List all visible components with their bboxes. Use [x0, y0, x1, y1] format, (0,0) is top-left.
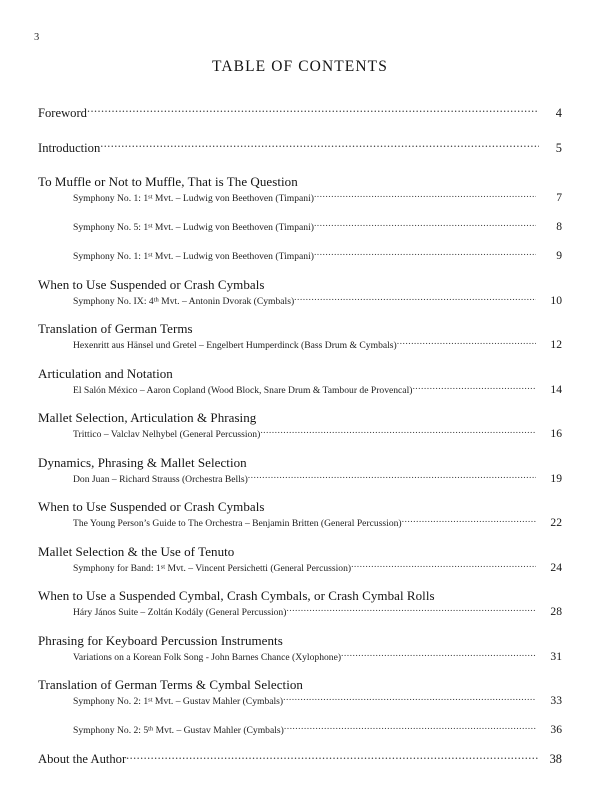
- toc-group-when-to-use-suspended-or-crash-cymbals-2: [38, 499, 562, 529]
- toc-group-heading[interactable]: Dynamics, Phrasing & Mallet Selection: [38, 454, 247, 470]
- leader-dots: [314, 250, 536, 260]
- toc-subentry-title: Symphony No. 5: 1st Mvt. – Ludwig von Beethoven (Timpani): [73, 222, 314, 234]
- toc-entry-foreword[interactable]: [38, 104, 562, 121]
- ordinal-suffix: st: [148, 222, 153, 230]
- leader-dots: [314, 221, 536, 231]
- toc-group-translation-of-german-terms: [38, 321, 562, 351]
- toc-subentry-title: Symphony No. 1: 1st Mvt. – Ludwig von Beethoven (Timpani): [73, 251, 314, 263]
- toc-group-heading[interactable]: Articulation and Notation: [38, 365, 173, 381]
- toc-entry-title: Foreword: [38, 105, 87, 120]
- toc-subentry[interactable]: [73, 561, 562, 574]
- toc-group-heading[interactable]: Mallet Selection, Articulation & Phrasing: [38, 410, 257, 426]
- toc-subentry[interactable]: [73, 383, 562, 396]
- toc-group-when-to-use-suspended-cymbal-crash-cymbals-rolls: [38, 588, 562, 618]
- toc-subentry[interactable]: [73, 472, 562, 485]
- toc-subentry-page-number: 19: [550, 471, 562, 485]
- toc-subentry[interactable]: [73, 723, 562, 736]
- toc-subentry[interactable]: [73, 694, 562, 707]
- toc-group-phrasing-for-keyboard-percussion-instruments: [38, 633, 562, 663]
- table-of-contents-list: [38, 104, 562, 786]
- toc-subentry-page-number: 8: [556, 220, 562, 234]
- toc-subentry-page-number: 9: [556, 249, 562, 263]
- toc-subentry-title: Symphony for Band: 1st Mvt. – Vincent Persichetti (General Percussion): [73, 562, 352, 574]
- toc-subentry-title: Symphony No. 2: 5th Mvt. – Gustav Mahler (Cymbals): [73, 725, 284, 737]
- toc-group-mallet-selection-articulation-phrasing: [38, 410, 562, 440]
- toc-group-to-muffle-or-not-to-muffle: [38, 174, 562, 262]
- toc-subentry[interactable]: [73, 220, 562, 233]
- toc-subentry[interactable]: [73, 516, 562, 529]
- leader-dots: [248, 472, 536, 482]
- toc-group-heading[interactable]: Phrasing for Keyboard Percussion Instruments: [38, 632, 283, 648]
- roman-numeral: IX: [133, 295, 144, 307]
- page-folio-number: 3: [34, 32, 40, 43]
- leader-dots: [402, 517, 536, 527]
- leader-dots: [284, 724, 536, 734]
- ordinal-suffix: th: [153, 295, 159, 303]
- toc-subentry-page-number: 12: [550, 338, 562, 352]
- toc-subentry-title: Hexenritt aus Hänsel und Gretel – Engelbert Humperdinck (Bass Drum & Cymbals): [73, 340, 397, 352]
- leader-dots: [286, 606, 536, 616]
- toc-subentry[interactable]: [73, 650, 562, 663]
- toc-subentry-title: El Salón México – Aaron Copland (Wood Block, Snare Drum & Tambour de Provencal): [73, 384, 413, 396]
- ordinal-suffix: st: [160, 562, 166, 570]
- toc-group-when-to-use-suspended-or-crash-cymbals-1: [38, 277, 562, 307]
- leader-dots: [341, 650, 536, 660]
- leader-dots: [260, 428, 536, 438]
- toc-subentry-title: Trittico – Valclav Nelhybel (General Percussion): [73, 429, 261, 441]
- toc-subentry[interactable]: [73, 427, 562, 440]
- toc-entry-title: About the Author: [38, 752, 127, 767]
- toc-entry-page-number: 4: [555, 105, 562, 120]
- toc-subentry-title: The Young Person’s Guide to The Orchestra – Benjamin Britten (General Percussion): [73, 518, 402, 530]
- toc-subentry-page-number: 28: [550, 605, 562, 619]
- leader-dots: [87, 104, 539, 117]
- toc-subentry-title: Variations on a Korean Folk Song - John Barnes Chance (Xylophone): [73, 651, 342, 663]
- toc-entry-title: Introduction: [38, 140, 101, 155]
- toc-subentry-page-number: 31: [550, 649, 562, 663]
- toc-group-heading[interactable]: Translation of German Terms: [38, 321, 193, 337]
- ordinal-suffix: st: [148, 696, 153, 704]
- toc-group-heading[interactable]: When to Use Suspended or Crash Cymbals: [38, 276, 265, 292]
- toc-entry-page-number: 5: [555, 140, 562, 155]
- toc-group-articulation-and-notation: [38, 366, 562, 396]
- leader-dots: [314, 192, 536, 202]
- toc-subentry[interactable]: [73, 338, 562, 351]
- toc-subentry-page-number: 24: [550, 560, 562, 574]
- leader-dots: [351, 561, 536, 571]
- toc-entry-page-number: 38: [549, 752, 562, 767]
- toc-entry-introduction[interactable]: [38, 139, 562, 156]
- page-title: TABLE OF CONTENTS: [212, 58, 388, 75]
- ordinal-suffix: st: [148, 193, 153, 201]
- ordinal-suffix: th: [148, 725, 154, 733]
- toc-subentry-title: Háry János Suite – Zoltán Kodály (General Percussion): [73, 607, 287, 619]
- toc-subentry-page-number: 22: [550, 516, 562, 530]
- toc-subentry[interactable]: [73, 605, 562, 618]
- toc-group-heading[interactable]: When to Use a Suspended Cymbal, Crash Cymbals, or Crash Cymbal Rolls: [38, 588, 435, 604]
- toc-subentry[interactable]: [73, 191, 562, 204]
- leader-dots: [100, 139, 539, 152]
- toc-subentry-title: Symphony No. IX: 4th Mvt. – Antonin Dvorak (Cymbals): [73, 295, 295, 307]
- toc-group-heading[interactable]: Translation of German Terms & Cymbal Selection: [38, 677, 303, 693]
- toc-subentry-page-number: 7: [556, 191, 562, 205]
- leader-dots: [397, 339, 536, 349]
- toc-subentry-title: Symphony No. 1: 1st Mvt. – Ludwig von Beethoven (Timpani): [73, 193, 314, 205]
- toc-subentry-title: Don Juan – Richard Strauss (Orchestra Bells): [73, 473, 248, 485]
- toc-subentry-page-number: 10: [550, 293, 562, 307]
- toc-group-heading[interactable]: When to Use Suspended or Crash Cymbals: [38, 499, 265, 515]
- toc-subentry-page-number: 33: [550, 694, 562, 708]
- toc-subentry-page-number: 16: [550, 427, 562, 441]
- toc-subentry-page-number: 36: [550, 723, 562, 737]
- toc-group-heading[interactable]: To Muffle or Not to Muffle, That is The Question: [38, 174, 298, 190]
- toc-subentry[interactable]: [73, 249, 562, 262]
- ordinal-suffix: st: [148, 251, 153, 259]
- toc-group-heading[interactable]: Mallet Selection & the Use of Tenuto: [38, 543, 235, 559]
- toc-group-dynamics-phrasing-mallet-selection: [38, 455, 562, 485]
- toc-subentry-page-number: 14: [550, 382, 562, 396]
- toc-subentry-title: Symphony No. 2: 1st Mvt. – Gustav Mahler (Cymbals): [73, 696, 284, 708]
- leader-dots: [412, 383, 536, 393]
- toc-subentry[interactable]: [73, 294, 562, 307]
- leader-dots: [294, 294, 536, 304]
- leader-dots: [283, 695, 536, 705]
- toc-group-mallet-selection-use-of-tenuto: [38, 544, 562, 574]
- toc-group-translation-of-german-terms-cymbal-selection: [38, 677, 562, 736]
- toc-entry-about-the-author[interactable]: [38, 751, 562, 768]
- leader-dots: [126, 751, 539, 764]
